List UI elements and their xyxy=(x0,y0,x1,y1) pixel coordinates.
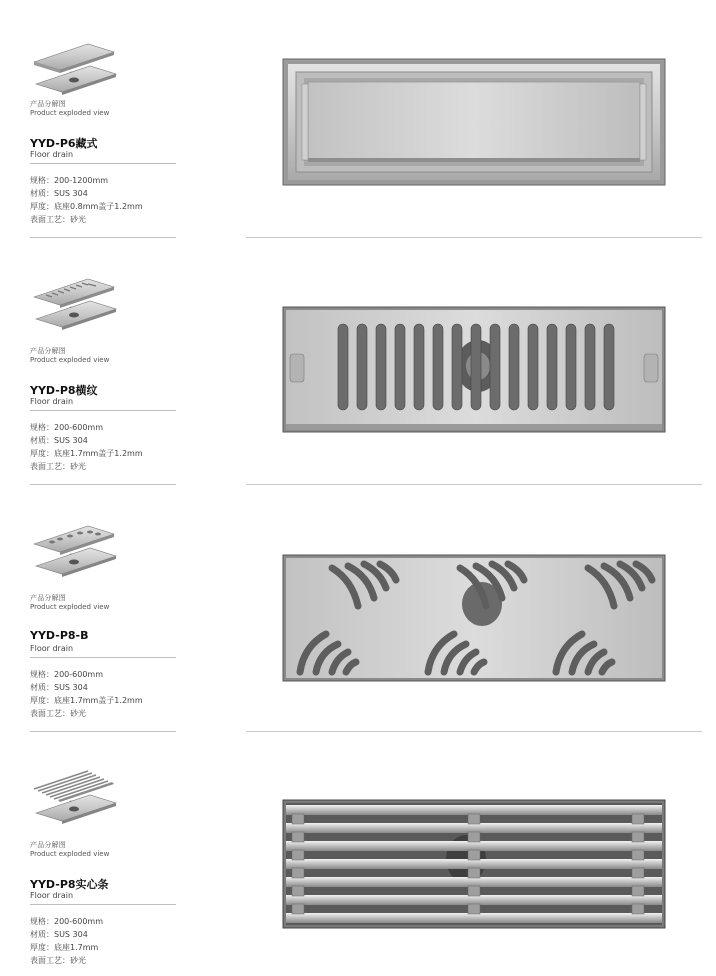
spec-material: 材质：SUS 304 xyxy=(30,189,88,198)
product-info-p6 xyxy=(30,0,176,245)
spec-finish: 表面工艺：砂光 xyxy=(30,215,86,224)
spec-list xyxy=(30,421,143,473)
exploded-view-label-en: Product exploded view xyxy=(30,603,110,611)
product-info-p8-solid-bar xyxy=(30,739,176,976)
divider xyxy=(30,904,176,905)
section-divider-right xyxy=(246,484,702,485)
model-subtitle: Floor drain xyxy=(30,150,74,159)
product-section-p8-solid-bar xyxy=(0,739,716,976)
spec-size: 规格：200-600mm xyxy=(30,917,104,926)
exploded-view-label-cn: 产品分解图 xyxy=(30,347,66,355)
divider xyxy=(30,657,176,658)
model-subtitle: Floor drain xyxy=(30,397,74,406)
section-divider-right xyxy=(246,237,702,238)
exploded-view-thumbnail xyxy=(30,769,120,825)
section-divider-left xyxy=(30,237,176,238)
spec-size: 规格：200-600mm xyxy=(30,423,104,432)
product-info-p8-b xyxy=(30,492,176,739)
spec-thickness: 厚度：底座1.7mm盖子1.2mm xyxy=(30,449,143,458)
product-info-p8-hengwen xyxy=(30,245,176,492)
model-title: YYD-P8-B xyxy=(30,629,89,642)
spec-finish: 表面工艺：砂光 xyxy=(30,956,86,965)
spec-material: 材质：SUS 304 xyxy=(30,930,88,939)
exploded-view-thumbnail xyxy=(30,522,120,578)
product-photo-p8-solid-bar xyxy=(282,799,666,929)
exploded-view-label-cn: 产品分解图 xyxy=(30,100,66,108)
spec-thickness: 厚度：底座1.7mm xyxy=(30,943,99,952)
exploded-view-label-en: Product exploded view xyxy=(30,109,110,117)
section-divider-left xyxy=(30,731,176,732)
exploded-view-label-en: Product exploded view xyxy=(30,356,110,364)
section-divider-left xyxy=(30,484,176,485)
exploded-view-thumbnail xyxy=(30,40,120,96)
spec-list xyxy=(30,668,143,720)
product-photo-p8-b xyxy=(282,554,666,682)
spec-thickness: 厚度：底座1.7mm盖子1.2mm xyxy=(30,696,143,705)
product-section-p8-hengwen xyxy=(0,245,716,492)
spec-list xyxy=(30,915,103,967)
model-title: YYD-P8横纹 xyxy=(30,384,98,397)
spec-material: 材质：SUS 304 xyxy=(30,436,88,445)
model-subtitle: Floor drain xyxy=(30,891,74,900)
model-title: YYD-P6藏式 xyxy=(30,137,98,150)
divider xyxy=(30,410,176,411)
product-section-p8-b xyxy=(0,492,716,739)
section-divider-right xyxy=(246,731,702,732)
exploded-view-label-cn: 产品分解图 xyxy=(30,594,66,602)
spec-finish: 表面工艺：砂光 xyxy=(30,462,86,471)
spec-list xyxy=(30,174,143,226)
spec-finish: 表面工艺：砂光 xyxy=(30,709,86,718)
spec-material: 材质：SUS 304 xyxy=(30,683,88,692)
exploded-view-label-cn: 产品分解图 xyxy=(30,841,66,849)
exploded-view-thumbnail xyxy=(30,275,120,331)
product-photo-p8-hengwen xyxy=(282,306,666,433)
spec-size: 规格：200-1200mm xyxy=(30,176,109,185)
divider xyxy=(30,163,176,164)
product-section-p6 xyxy=(0,0,716,245)
spec-thickness: 厚度：底座0.8mm盖子1.2mm xyxy=(30,202,143,211)
product-photo-p6 xyxy=(282,58,666,186)
model-title: YYD-P8实心条 xyxy=(30,878,109,891)
model-subtitle: Floor drain xyxy=(30,644,74,653)
exploded-view-label-en: Product exploded view xyxy=(30,850,110,858)
spec-size: 规格：200-600mm xyxy=(30,670,104,679)
